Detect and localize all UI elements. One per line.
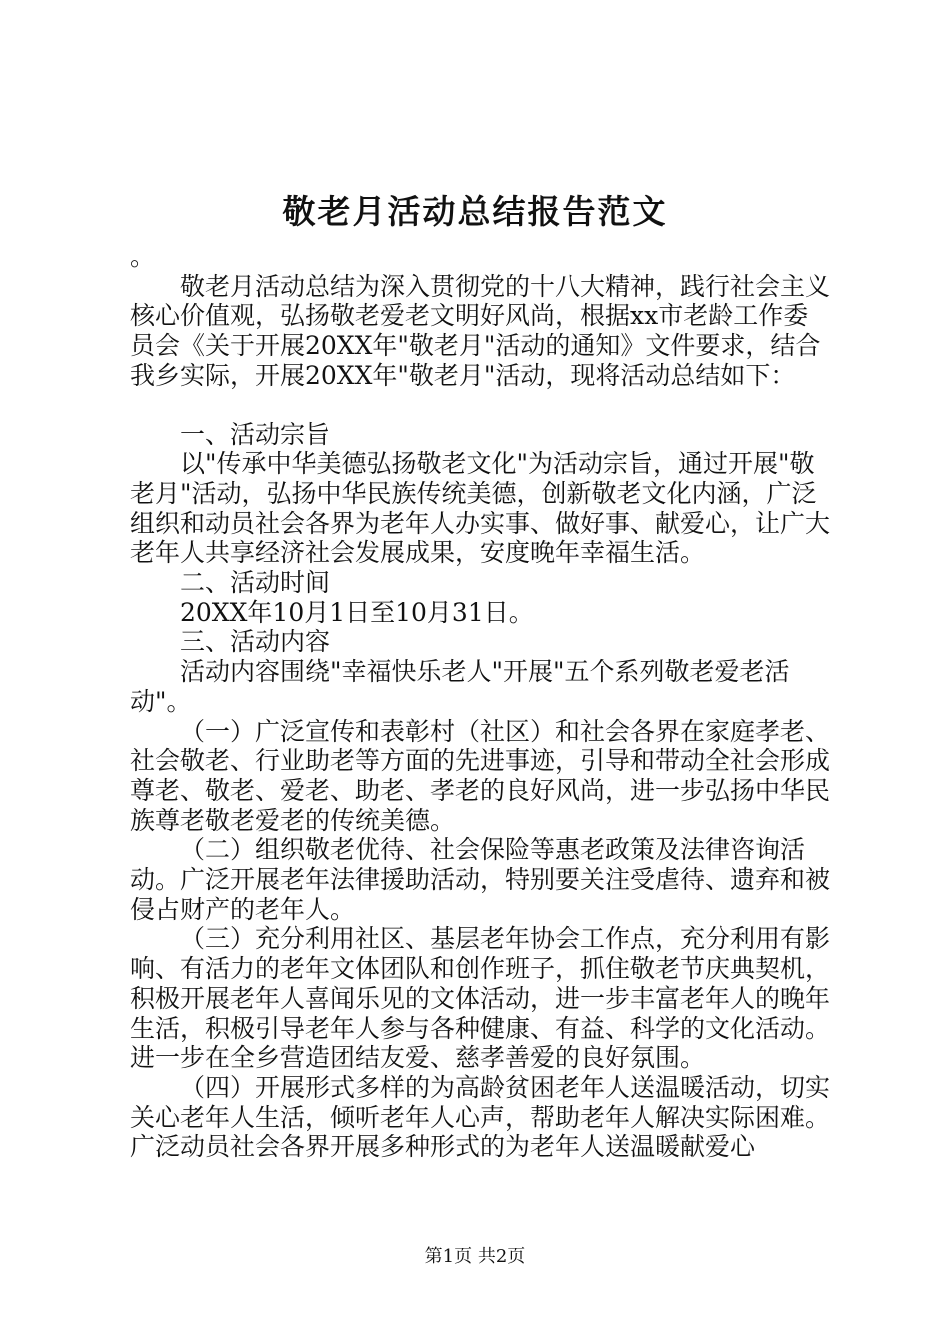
content-item-4: （四）开展形式多样的为高龄贫困老年人送温暖活动，切实关心老年人生活，倾听老年人心声，帮助老年人解决实际困难。广泛动员社会各界开展多种形式的为老年人送温暖献爱心 — [130, 1072, 831, 1162]
content-item-2: （二）组织敬老优待、社会保险等惠老政策及法律咨询活动。广泛开展老年法律援助活动，特别要关注受虐待、遗弃和被侵占财产的老年人。 — [130, 835, 831, 924]
section-heading-content: 三、活动内容 — [180, 627, 331, 657]
document-title: 敬老月活动总结报告范文 — [282, 192, 668, 231]
content-item-1: （一）广泛宣传和表彰村（社区）和社会各界在家庭孝老、社会敬老、行业助老等方面的先进事迹，引导和带动全社会形成尊老、敬老、爱老、助老、孝老的良好风尚，进一步弘扬中华民族尊老敬老爱老的传统美德。 — [130, 716, 831, 835]
paragraph-spacer — [130, 391, 830, 420]
content-intro-paragraph: 活动内容围绕"幸福快乐老人"开展"五个系列敬老爱老活动"。 — [130, 657, 790, 716]
intro-paragraph: 敬老月活动总结为深入贯彻党的十八大精神，践行社会主义核心价值观，弘扬敬老爱老文明好风尚，根据xx市老龄工作委员会《关于开展20XX年"敬老月"活动的通知》文件要求，结合我乡实际，开展20XX年"敬老月"活动，现将活动总结如下： — [130, 271, 831, 390]
page-number: 第1页 共2页 — [424, 1246, 526, 1267]
section-heading-purpose: 一、活动宗旨 — [180, 419, 331, 449]
time-paragraph: 20XX年10月1日至10月31日。 — [180, 597, 534, 627]
document-body — [130, 242, 830, 1162]
purpose-paragraph: 以"传承中华美德弘扬敬老文化"为活动宗旨，通过开展"敬老月"活动，弘扬中华民族传统美德，创新敬老文化内涵，广泛组织和动员社会各界为老年人办实事、做好事、献爱心，让广大老年人共享经济社会发展成果，安度晚年幸福生活。 — [130, 449, 831, 568]
leading-mark: 。 — [130, 242, 156, 271]
content-item-3: （三）充分利用社区、基层老年协会工作点，充分利用有影响、有活力的老年文体团队和创作班子，抓住敬老节庆典契机，积极开展老年人喜闻乐见的文体活动，进一步丰富老年人的晚年生活，积极引导老年人参与各种健康、有益、科学的文化活动。进一步在全乡营造团结友爱、慈孝善爱的良好氛围。 — [130, 924, 831, 1073]
section-heading-time: 二、活动时间 — [180, 568, 331, 598]
